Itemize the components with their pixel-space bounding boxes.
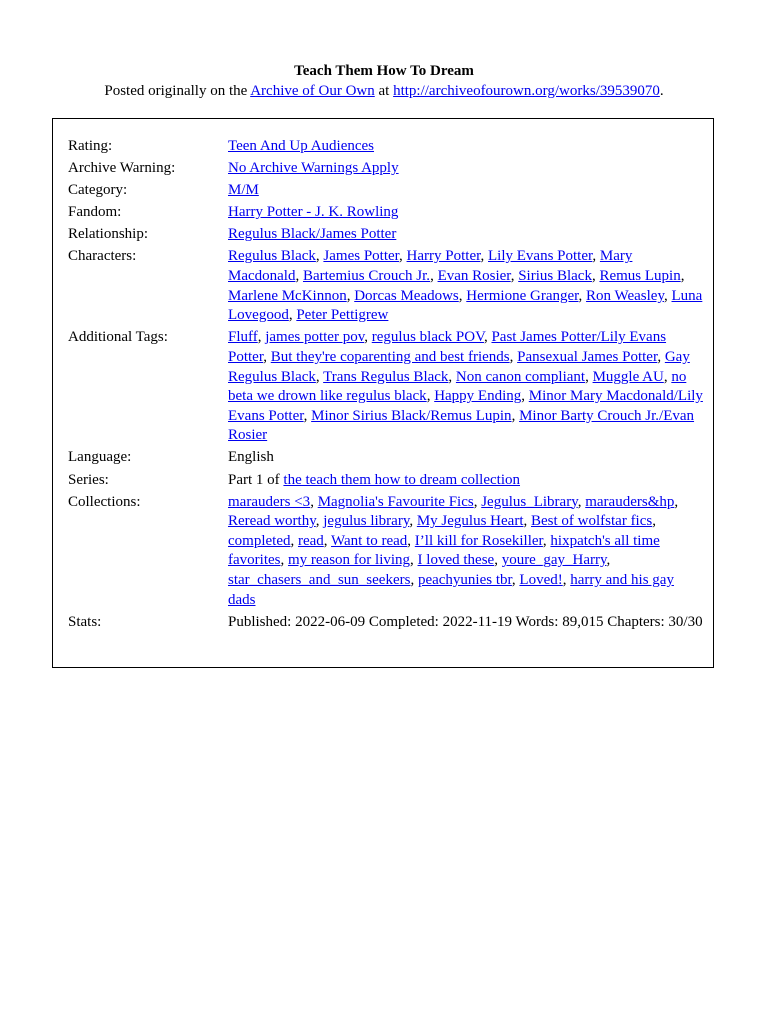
tag-link[interactable]: Minor Mary Macdonald/Lily Evans Potter — [228, 388, 703, 424]
meta-row-fandom — [68, 203, 704, 225]
tag-link[interactable]: Fluff — [228, 329, 258, 346]
meta-row-category — [68, 181, 704, 203]
tag-link[interactable]: Trans Regulus Black — [323, 368, 449, 385]
tag-link[interactable]: Non canon compliant — [455, 368, 586, 385]
tag-link[interactable]: harry and his gay dads — [228, 571, 674, 608]
tag-link[interactable]: Harry Potter - J. K. Rowling — [228, 204, 399, 221]
meta-text-language: English — [228, 449, 274, 466]
archive-link[interactable]: Archive of Our Own — [250, 83, 375, 99]
tag-link[interactable]: Bartemius Crouch Jr. — [302, 268, 431, 285]
meta-row-additional-tags — [68, 328, 704, 448]
meta-value-additional-tags: Fluff, james potter pov, regulus black POV, Past James Potter/Lily Evans Potter, But they're coparenting and best friends, Pansexual James Potter, Gay Regulus Black, Trans Regulus Black, Non canon compliant, Muggle AU, no beta we drown like regulus black, Happy Ending, Minor Mary Macdonald/Lily Evans Potter, Minor Sirius Black/Remus Lupin, Minor Barty Crouch Jr./Evan Rosier — [228, 329, 703, 444]
posted-line — [0, 81, 768, 101]
tag-link[interactable]: Regulus Black/James Potter — [228, 226, 397, 243]
meta-value-fandom — [228, 203, 704, 225]
tag-link[interactable]: peachyunies tbr — [417, 571, 512, 588]
tag-link[interactable]: Mary Macdonald — [228, 248, 633, 285]
meta-value-stats — [228, 613, 704, 635]
meta-label-rating: Rating: — [68, 138, 113, 154]
tag-link[interactable]: Minor Barty Crouch Jr./Evan Rosier — [228, 407, 695, 444]
meta-row-stats — [68, 613, 704, 635]
meta-row-relationship — [68, 225, 704, 247]
tag-link[interactable]: Magnolia's Favourite Fics — [317, 493, 474, 510]
tag-link[interactable]: hixpatch's all time favorites — [228, 532, 660, 569]
meta-value-series — [228, 471, 704, 493]
meta-label-characters: Characters: — [68, 248, 137, 265]
meta-label-additional-tags: Additional Tags: — [68, 329, 168, 346]
meta-label-stats: Stats: — [68, 613, 102, 630]
tag-link[interactable]: Past James Potter/Lily Evans Potter — [228, 329, 667, 365]
tag-link[interactable]: Peter Pettigrew — [296, 307, 389, 324]
meta-value-language — [228, 448, 704, 470]
tag-link[interactable]: Jegulus_Library — [481, 493, 578, 510]
tag-link[interactable]: Ron Weasley — [586, 287, 664, 304]
tag-link[interactable]: Regulus Black — [228, 248, 316, 265]
tag-link[interactable]: the teach them how to dream collection — [283, 471, 521, 488]
work-header — [0, 61, 768, 101]
tag-link[interactable]: Marlene McKinnon — [228, 287, 347, 304]
work-title: Teach Them How To Dream — [294, 63, 474, 79]
meta-label-collections: Collections: — [68, 493, 141, 510]
tag-link[interactable]: Hermione Granger — [466, 287, 579, 304]
tag-link[interactable]: Remus Lupin — [599, 268, 681, 285]
meta-row-archive-warning — [68, 159, 704, 181]
meta-text-stats: Published: 2022-06-09 Completed: 2022-11-19 Words: 89,015 Chapters: 30/30 — [228, 613, 703, 630]
tag-link[interactable]: read — [297, 532, 324, 549]
meta-row-collections — [68, 493, 704, 613]
meta-value-category — [228, 181, 704, 203]
tag-link[interactable]: Pansexual James Potter — [517, 348, 658, 365]
tag-link[interactable]: Harry Potter — [406, 248, 481, 265]
tag-link[interactable]: jegulus library — [323, 513, 410, 530]
tag-link[interactable]: Reread worthy — [228, 513, 316, 530]
meta-row-characters — [68, 247, 704, 328]
tag-link[interactable]: Loved! — [519, 571, 563, 588]
tag-link[interactable]: my reason for living — [287, 552, 411, 569]
tag-link[interactable]: My Jegulus Heart — [416, 513, 524, 530]
tag-link[interactable]: marauders <3 — [228, 493, 311, 510]
tag-link[interactable]: no beta we drown like regulus black — [228, 368, 687, 405]
tag-link[interactable]: Minor Sirius Black/Remus Lupin — [311, 407, 512, 424]
posted-at: at — [374, 83, 394, 99]
meta-value-archive-warning — [228, 159, 704, 181]
meta-row-rating — [68, 137, 704, 159]
meta-label-category: Category: — [68, 182, 128, 199]
tag-link[interactable]: james potter pov — [265, 329, 365, 346]
tag-link[interactable]: Muggle AU — [592, 368, 664, 385]
meta-label-fandom: Fandom: — [68, 204, 122, 221]
tag-link[interactable]: Evan Rosier — [437, 268, 511, 285]
tag-link[interactable]: Gay Regulus Black — [228, 348, 690, 385]
posted-suffix: . — [659, 83, 664, 99]
tag-link[interactable]: Luna Lovegood — [228, 287, 703, 324]
tag-link[interactable]: Lily Evans Potter — [488, 248, 593, 265]
meta-label-archive-warning: Archive Warning: — [68, 160, 176, 177]
meta-label-series: Series: — [68, 471, 109, 488]
tag-link[interactable]: Want to read — [331, 532, 408, 549]
meta-prefix-series: Part 1 of — [228, 471, 284, 488]
meta-value-rating — [228, 137, 704, 159]
tag-link[interactable]: M/M — [228, 182, 259, 199]
tag-link[interactable]: I loved these — [417, 552, 495, 569]
tag-link[interactable]: Happy Ending — [434, 388, 522, 405]
tag-link[interactable]: No Archive Warnings Apply — [228, 160, 399, 177]
meta-label-relationship: Relationship: — [68, 226, 148, 243]
meta-row-language — [68, 448, 704, 470]
tag-link[interactable]: regulus black POV — [371, 329, 484, 346]
tag-link[interactable]: Sirius Black — [518, 268, 592, 285]
tag-link[interactable]: youre_gay_Harry — [501, 552, 607, 569]
tag-link[interactable]: marauders&hp — [585, 493, 675, 510]
tag-link[interactable]: Dorcas Meadows — [354, 287, 459, 304]
posted-prefix: Posted originally on the — [104, 83, 251, 99]
work-url-link[interactable]: http://archiveofourown.org/works/39539070 — [393, 83, 660, 99]
tag-link[interactable]: completed — [228, 532, 291, 549]
meta-table — [68, 137, 704, 635]
meta-row-series — [68, 471, 704, 493]
tag-link[interactable]: star_chasers_and_sun_seekers — [228, 571, 411, 588]
tag-link[interactable]: Teen And Up Audiences — [228, 138, 375, 154]
tag-link[interactable]: But they're coparenting and best friends — [270, 348, 510, 365]
meta-label-language: Language: — [68, 449, 132, 466]
tag-link[interactable]: James Potter — [323, 248, 400, 265]
meta-value-collections: marauders <3, Magnolia's Favourite Fics, Jegulus_Library, marauders&hp, Reread worthy, jegulus library, My Jegulus Heart, Best of wolfstar fics, completed, read, Want to read, I’ll kill for Rosekiller, hixpatch's all time favorites, my reason for living, I loved these, youre_gay_Harry, star_chasers_and_sun_seekers, peachyunies tbr, Loved!, harry and his gay dads — [228, 493, 679, 608]
meta-value-characters: Regulus Black, James Potter, Harry Potter, Lily Evans Potter, Mary Macdonald, Bartemius Crouch Jr., Evan Rosier, Sirius Black, Remus Lupin, Marlene McKinnon, Dorcas Meadows, Hermione Granger, Ron Weasley, Luna Lovegood, Peter Pettigrew — [228, 248, 703, 324]
tag-link[interactable]: I’ll kill for Rosekiller — [414, 532, 543, 549]
tag-link[interactable]: Best of wolfstar fics — [531, 513, 653, 530]
meta-value-relationship — [228, 225, 704, 247]
